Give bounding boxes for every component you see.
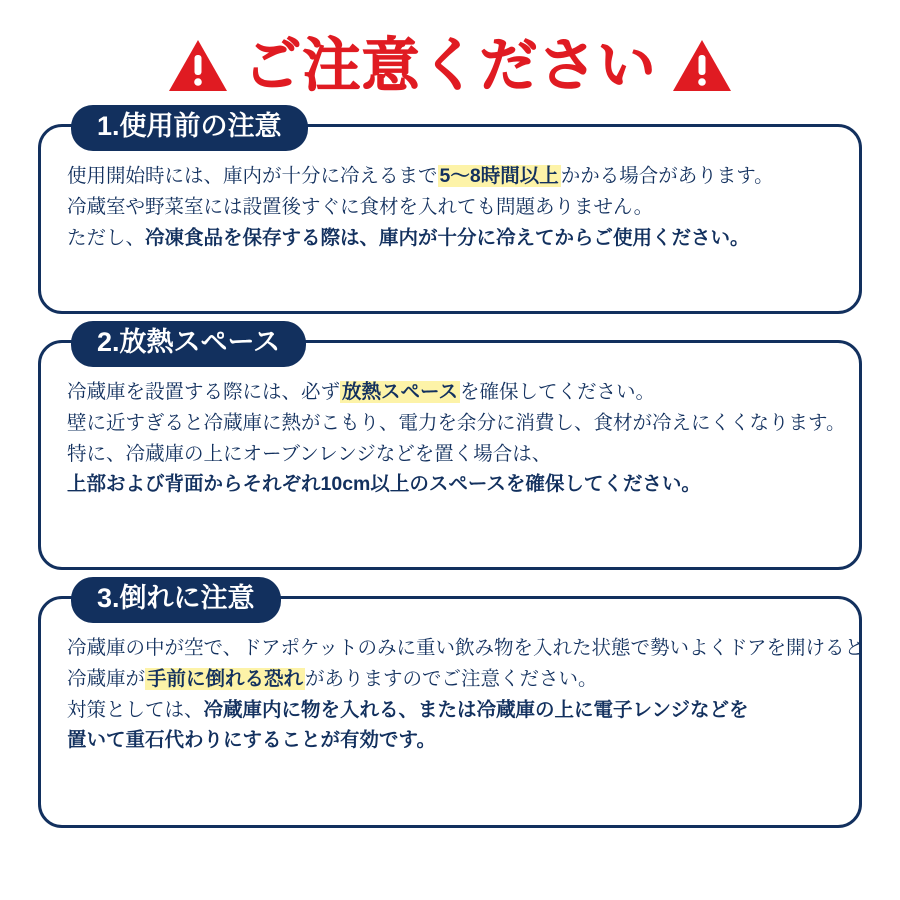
bold-text: 置いて重石代わりにすることが有効です。 — [67, 729, 436, 752]
section-3-body — [67, 633, 864, 756]
notice-section-1 — [38, 111, 862, 314]
section-2-number: 2. — [97, 327, 120, 357]
notice-section-3 — [38, 583, 864, 828]
section-2-line-4 — [67, 469, 833, 500]
text-run: 特に、冷蔵庫の上にオーブンレンジなどを置く場合は、 — [67, 442, 552, 465]
bold-text: 冷蔵庫内に物を入れる、または冷蔵庫の上に電子レンジなどを — [203, 698, 749, 721]
section-2-line-1 — [67, 377, 833, 408]
text-run: ただし、 — [67, 226, 146, 249]
section-3-line-4 — [67, 725, 833, 756]
section-3-line-2 — [67, 664, 833, 695]
text-run: がありますのでご注意ください。 — [305, 667, 598, 690]
section-1-line-2 — [67, 192, 833, 223]
text-run: 壁に近すぎると冷蔵庫に熱がこもり、電力を余分に消費し、食材が冷えにくくなります。 — [67, 411, 846, 434]
section-2-title-text: 放熱スペース — [119, 327, 281, 357]
text-run: 冷蔵室や野菜室には設置後すぐに食材を入れても問題ありません。 — [67, 195, 654, 218]
section-3-number: 3. — [97, 583, 120, 613]
text-run: 冷蔵庫を設置する際には、必ず — [67, 381, 341, 403]
section-3-title-text: 倒れに注意 — [119, 583, 255, 613]
notice-section-2 — [38, 327, 862, 570]
section-1-line-1 — [67, 161, 833, 192]
bold-text: 上部および背面からそれぞれ10cm以上のスペースを確保してください。 — [67, 473, 701, 496]
text-run: 対策としては、 — [67, 698, 204, 721]
highlighted-text: 手前に倒れる恐れ — [147, 667, 304, 690]
section-3-title — [71, 577, 281, 623]
section-2-body — [67, 377, 846, 500]
section-3-line-1 — [67, 633, 864, 664]
section-1-number: 1. — [97, 111, 120, 141]
text-run: 冷蔵庫の中が空で、ドアポケットのみに重い飲み物を入れた状態で勢いよくドアを開けると — [67, 637, 864, 659]
section-1-title — [71, 105, 308, 151]
page-title: ご注意ください — [243, 33, 657, 98]
warning-triangle-icon-right — [671, 38, 733, 94]
section-1-line-3 — [67, 223, 833, 254]
text-run: 冷蔵庫が — [67, 667, 146, 690]
text-run: 使用開始時には、庫内が十分に冷えるまで — [67, 165, 438, 187]
warning-triangle-icon-left — [167, 38, 229, 94]
highlighted-text: 放熱スペース — [342, 381, 459, 403]
section-2-line-2 — [67, 408, 846, 439]
text-run: を確保してください。 — [460, 381, 656, 403]
highlighted-text: 5〜8時間以上 — [439, 165, 559, 187]
text-run: かかる場合があります。 — [560, 165, 774, 187]
section-1-body — [67, 161, 833, 253]
section-2-title — [71, 321, 306, 367]
bold-text: 冷凍食品を保存する際は、庫内が十分に冷えてからご使用ください。 — [145, 226, 750, 249]
page-header — [24, 18, 876, 114]
section-2-line-3 — [67, 439, 833, 470]
section-3-line-3 — [67, 695, 833, 726]
section-1-title-text: 使用前の注意 — [119, 111, 282, 141]
